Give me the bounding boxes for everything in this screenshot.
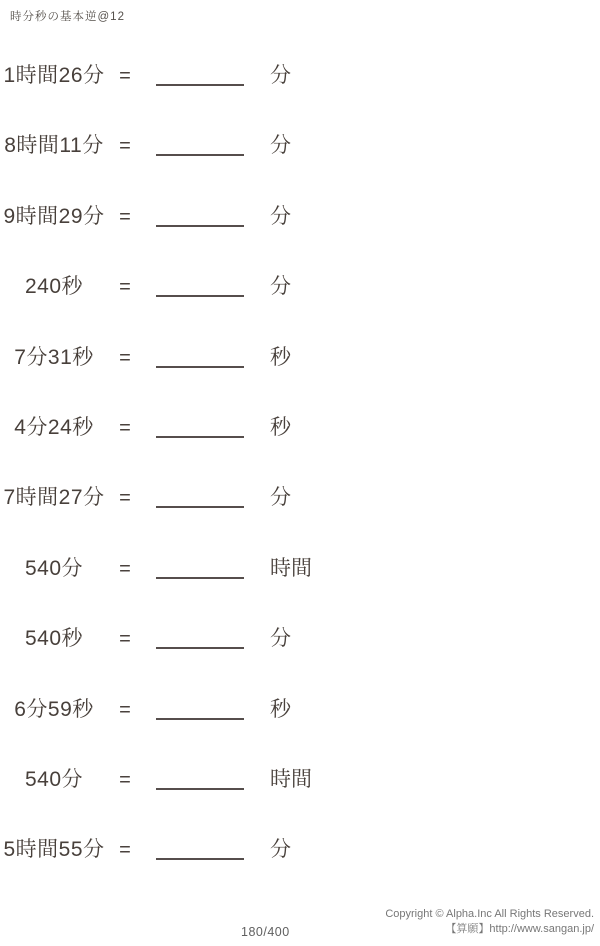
equals-sign: = [119,628,131,651]
problem-question: 6分59秒 [14,697,94,721]
problem-row [0,319,600,389]
problem-row [0,811,600,881]
answer-unit: 分 [270,627,291,651]
answer-unit: 秒 [270,415,291,439]
page-number: 180/400 [241,925,290,939]
copyright-line2: 【算願】http://www.sangan.jp/ [445,923,594,935]
problem-question: 1時間26分 [3,64,105,87]
answer-blank[interactable] [156,852,244,860]
problem-row [0,37,600,107]
problem-question: 240秒 [24,275,84,299]
problem-row [0,741,600,811]
equals-sign: = [119,276,131,299]
answer-blank[interactable] [156,641,244,649]
answer-blank[interactable] [156,712,244,720]
problem-row [0,671,600,741]
answer-unit: 分 [270,838,291,862]
equals-sign: = [119,416,131,439]
equals-sign: = [119,839,131,862]
equals-sign: = [119,768,131,791]
problem-row [0,530,600,600]
answer-unit: 時間 [270,767,312,791]
answer-unit: 分 [270,204,291,228]
worksheet-title: 時分秒の基本逆@12 [10,11,125,23]
problem-question: 5時間55分 [3,838,105,862]
problem-row [0,459,600,529]
equals-sign: = [119,135,131,158]
problem-question: 7分31秒 [14,345,94,369]
problem-row [0,107,600,177]
answer-blank[interactable] [156,78,244,86]
copyright [385,907,594,937]
answer-blank[interactable] [156,500,244,508]
equals-sign: = [119,346,131,369]
equals-sign: = [119,487,131,510]
problem-list [0,37,600,882]
problem-question: 7時間27分 [3,486,105,510]
problem-question: 540秒 [24,627,84,651]
answer-blank[interactable] [156,430,244,438]
problem-question: 8時間11分 [4,134,104,158]
answer-unit: 分 [270,275,291,299]
answer-unit: 時間 [270,556,312,580]
problem-row [0,389,600,459]
answer-blank[interactable] [156,571,244,579]
problem-question: 9時間29分 [3,204,105,228]
answer-blank[interactable] [156,360,244,368]
equals-sign: = [119,65,131,87]
answer-blank[interactable] [156,148,244,156]
answer-unit: 分 [270,486,291,510]
copyright-line1: Copyright © Alpha.Inc All Rights Reserved. [385,908,594,920]
problem-question: 4分24秒 [14,415,94,439]
answer-unit: 秒 [270,697,291,721]
equals-sign: = [119,698,131,721]
problem-row [0,248,600,318]
equals-sign: = [119,557,131,580]
problem-question: 540分 [24,556,84,580]
equals-sign: = [119,205,131,228]
answer-blank[interactable] [156,289,244,297]
answer-blank[interactable] [156,219,244,227]
problem-row [0,600,600,670]
answer-unit: 分 [270,64,291,87]
problem-question: 540分 [24,767,84,791]
problem-row [0,178,600,248]
answer-blank[interactable] [156,782,244,790]
answer-unit: 秒 [270,345,291,369]
answer-unit: 分 [270,134,291,158]
